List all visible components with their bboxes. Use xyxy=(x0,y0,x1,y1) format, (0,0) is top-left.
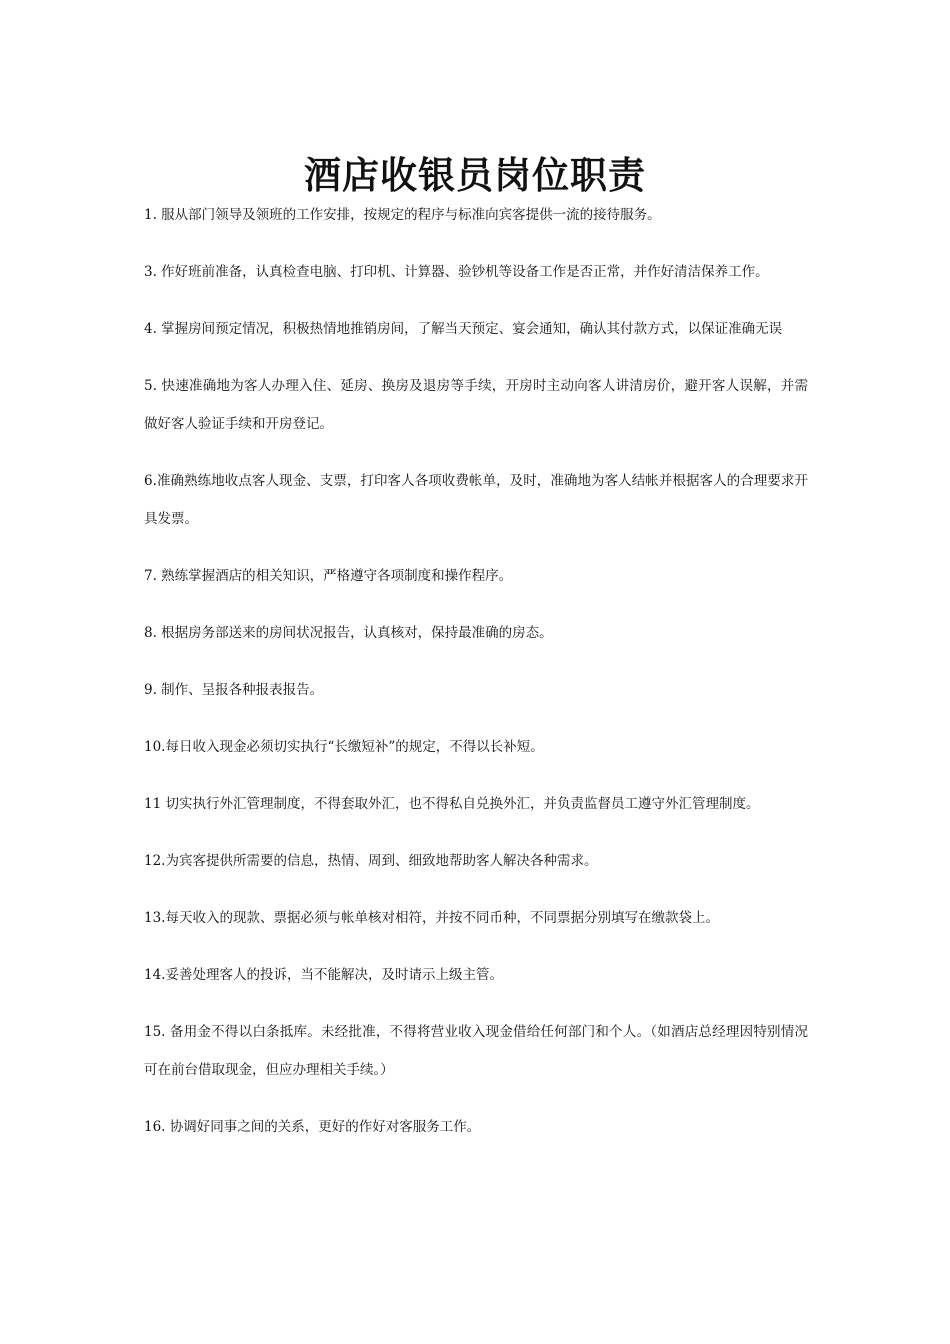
duty-item-5: 5. 快速准确地为客人办理入住、延房、换房及退房等手续，开房时主动向客人讲清房价，避开客人误解，并需做好客人验证手续和开房登记。 xyxy=(144,378,808,432)
duty-item-10: 10.每日收入现金必须切实执行“长缴短补”的规定，不得以长补短。 xyxy=(144,739,544,755)
duty-item-14: 14.妥善处理客人的投诉，当不能解决，及时请示上级主管。 xyxy=(144,967,503,983)
document-title: 酒店收银员岗位职责 xyxy=(304,152,646,197)
duty-item-16: 16. 协调好同事之间的关系，更好的作好对客服务工作。 xyxy=(144,1119,481,1135)
duty-item-11: 11 切实执行外汇管理制度，不得套取外汇，也不得私自兑换外汇，并负责监督员工遵守外汇管理制度。 xyxy=(144,796,760,812)
duty-item-12: 12.为宾客提供所需要的信息，热情、周到、细致地帮助客人解决各种需求。 xyxy=(144,853,598,869)
duty-item-15: 15. 备用金不得以白条抵库。未经批准，不得将营业收入现金借给任何部门和个人。（如酒店总经理因特别情况可在前台借取现金，但应办理相关手续。） xyxy=(144,1024,808,1078)
duty-item-6: 6.准确熟练地收点客人现金、支票，打印客人各项收费帐单，及时，准确地为客人结帐并根据客人的合理要求开具发票。 xyxy=(144,473,808,527)
duty-list xyxy=(144,196,808,1165)
duty-item-4: 4. 掌握房间预定情况，积极热情地推销房间，了解当天预定、宴会通知，确认其付款方式，以保证准确无误 xyxy=(144,321,783,337)
duty-item-1: 1. 服从部门领导及领班的工作安排，按规定的程序与标准向宾客提供一流的接待服务。 xyxy=(144,207,661,223)
duty-item-8: 8. 根据房务部送来的房间状况报告，认真核对，保持最准确的房态。 xyxy=(144,625,553,641)
duty-item-3: 3. 作好班前准备，认真检查电脑、打印机、计算器、验钞机等设备工作是否正常，并作好清洁保养工作。 xyxy=(144,264,769,280)
duty-item-9: 9. 制作、呈报各种报表报告。 xyxy=(144,682,324,698)
duty-item-13: 13.每天收入的现款、票据必须与帐单核对相符，并按不同币种，不同票据分别填写在缴款袋上。 xyxy=(144,910,719,926)
duty-item-7: 7. 熟练掌握酒店的相关知识，严格遵守各项制度和操作程序。 xyxy=(144,568,513,584)
